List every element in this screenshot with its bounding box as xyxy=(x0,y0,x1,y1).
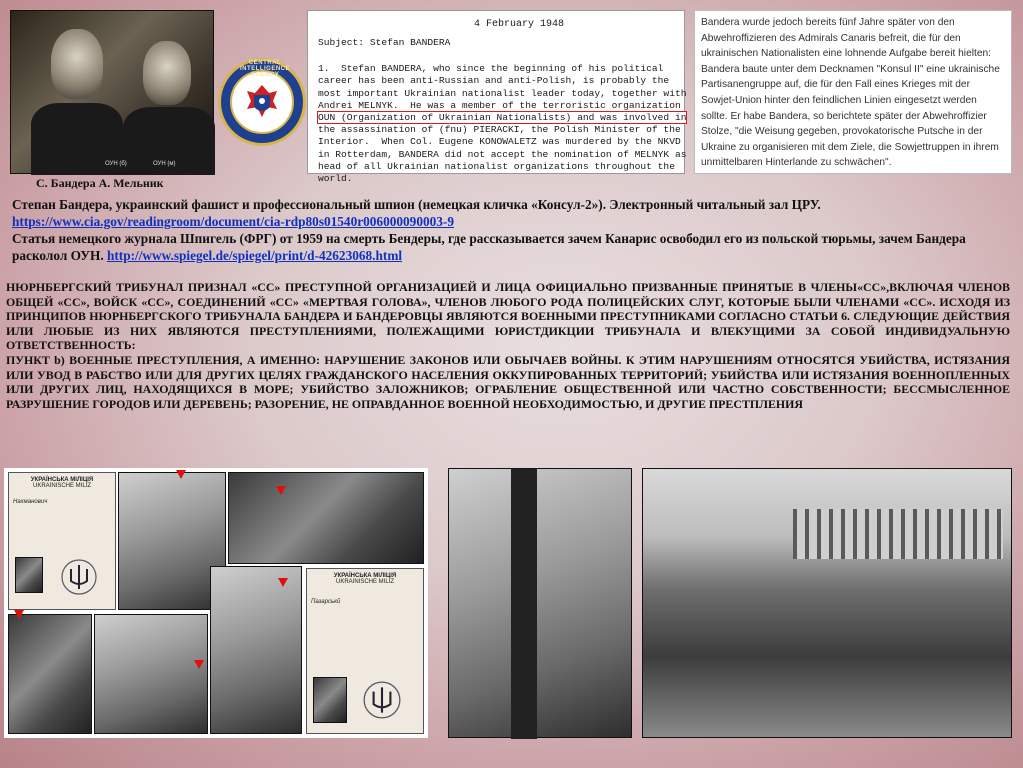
photo-hanged-victims xyxy=(448,468,632,738)
card-header-1: УКРАЇНСЬКА МІЛІЦІЯ xyxy=(30,477,94,483)
card-header-3: УКРАЇНСЬКА МІЛІЦІЯ xyxy=(333,573,397,579)
photo-man-in-cap xyxy=(210,566,302,734)
red-arrow-icon-4 xyxy=(194,660,204,669)
photo-street-chase xyxy=(8,614,92,734)
memo-subject: Subject: Stefan BANDERA xyxy=(318,37,451,48)
portrait-face-left xyxy=(51,29,103,99)
street-photo-crowd xyxy=(228,472,424,564)
militia-id-card-top-left xyxy=(8,472,116,610)
memo-line-8: in Rotterdam, BANDERA did not accept the nomination of MELNYK as xyxy=(318,148,687,160)
spiegel-link[interactable]: http://www.spiegel.de/spiegel/print/d-42623068.html xyxy=(106,248,403,263)
fence xyxy=(793,509,1003,559)
tree-trunk xyxy=(511,469,537,739)
photo-crowd-square xyxy=(94,614,208,734)
memo-line-5: OUN (Organization of Ukrainian Nationalists) and was involved in xyxy=(318,112,687,124)
memo-line-9: head of all Ukrainian nationalist organizations throughout the xyxy=(318,160,675,172)
tribunal-paragraph-1: НЮРНБЕРГСКИЙ ТРИБУНАЛ ПРИЗНАЛ «СС» ПРЕСТУПНОЙ ОРГАНИЗАЦИЕЙ И ЛИЦА ОФИЦИАЛЬНО ПРИЗВАННЫЕ ПРИНЯТЫЕ В ЧЛЕНЫ«СС»,ВКЛЮЧАЯ ЧЛЕНОВ ОБЩЕЙ «СС», ВОЙСК «СС», СОЕДИНЕНИЙ «СС» «МЕРТВАЯ ГОЛОВА», ЧЛЕНОВ ЛЮБОГО РОДА ПОЛИЦЕЙСКИХ СЛУГ, КОТОРЫЕ БЫЛИ ЧЛЕНАМИ «СС». ИСХОДЯ ИЗ ПРИНЦИПОВ НЮРНБЕРГСКОГО ТРИБУНАЛА БАНДЕРА И БАНДЕРОВЦЫ ЯВЛЯЮТСЯ ВОЕННЫМИ ПРЕСТУПНИКАМИ СОГЛАСНО СТАТЬИ 6. СЛЕДУЮЩИЕ ДЕЙСТВИЯ ИЛИ ЛЮБЫЕ ИЗ НИХ ЯВЛЯЮТСЯ ПРЕСТУПЛЕНИЯМИ, ПОЛЕЖАЩИМИ ЮРИСТДИКЦИИ ТРИБУНАЛА И ВЛЕКУЩИМИ ЗА СОБОЙ ИНДИВИДУАЛЬНУЮ ОТВЕТСТВЕННОСТЬ: xyxy=(6,280,1010,353)
portrait-caption: С. Бандера А. Мельник xyxy=(36,176,164,190)
cia-seal-ring-text: CENTRAL INTELLIGENCE AGENCY xyxy=(239,60,290,78)
cia-readingroom-link[interactable]: https://www.cia.gov/readingroom/document/cia-rdp80s01540r006000090003-9 xyxy=(12,214,454,229)
memo-line-7: Interior. When Col. Eugene KONOWALETZ was murdered by the NKVD xyxy=(318,136,681,148)
militia-id-card-right xyxy=(306,568,424,734)
badge-label-right: ОУН (м) xyxy=(153,161,176,167)
intro-paragraph xyxy=(12,196,1012,264)
card-name-1: Нахманович xyxy=(13,499,48,505)
card-photo-1 xyxy=(15,557,43,593)
trident-icon-2 xyxy=(361,679,403,721)
memo-line-4: Andrei MELNYK. He was a member of the terroristic organization xyxy=(318,99,681,111)
red-arrow-icon-3 xyxy=(14,610,24,619)
memo-line-1: 1. Stefan BANDERA, who since the beginning of his political xyxy=(318,63,664,75)
intro-line-1: Степан Бандера, украинский фашист и профессиональный шпион (немецкая кличка «Консул-2»). Электронный читальный зал ЦРУ. xyxy=(12,197,821,212)
photo-collage xyxy=(4,468,428,738)
cia-seal-center xyxy=(230,70,294,134)
memo-line-6: the assassination of (fnu) PIERACKI, the Polish Minister of the xyxy=(318,124,681,136)
memo-line-3: most important Ukrainian nationalist leader today, together with xyxy=(318,87,687,99)
intro-line-2: Статья немецкого журнала Шпигель (ФРГ) от 1959 на смерть Бендеры, где рассказывается зачем Канарис освободил его из польской тюрьмы, зачем Бандера расколол ОУН. xyxy=(12,231,966,263)
card-header-4: UKRAINISCHE MILIZ xyxy=(335,579,394,585)
spiegel-excerpt: Bandera wurde jedoch bereits fünf Jahre später von den Abwehroffizieren des Admirals Canaris befreit, die für den ukrainischen Nationalisten eine lohnende Aufgabe bereit hielten: Bandera baute unter dem Decknamen "Konsul II" eine ukrainische Partisanengruppe auf, die für den Fall eines Krieges mit der Sowjet-Union hinter den feindlichen Linien eingesetzt werden sollte. Er habe Bandera, so berichtete später der Abwehroffizier Stolze, "die Weisung gegeben, provokatorische Putsche in der Ukraine zu organisieren mit dem Ziele, die Sowjettruppen in ihrem unmittelbaren Hinterlande zu schwächen". xyxy=(694,10,1012,174)
memo-date: 4 February 1948 xyxy=(473,19,564,30)
badge-label-left: ОУН (б) xyxy=(105,161,127,167)
cia-seal-icon xyxy=(218,58,306,146)
trident-icon xyxy=(59,557,99,597)
portrait-photo-bandera-melnyk xyxy=(10,10,214,174)
memo-line-2: career has been anti-Russian and anti-Polish, is probably the xyxy=(318,75,670,87)
memo-line-10: world. xyxy=(318,173,353,185)
portrait-face-right xyxy=(143,41,191,105)
eagle-shield-icon xyxy=(239,79,285,125)
card-name-2: Пазарськй xyxy=(311,599,341,605)
red-arrow-icon-2 xyxy=(276,486,286,495)
tribunal-text xyxy=(6,280,1010,411)
red-arrow-icon-1 xyxy=(176,470,186,479)
tribunal-paragraph-2: ПУНКТ b) ВОЕННЫЕ ПРЕСТУПЛЕНИЯ, А ИМЕННО: НАРУШЕНИЕ ЗАКОНОВ ИЛИ ОБЫЧАЕВ ВОЙНЫ. К ЭТИМ НАРУШЕНИЯМ ОТНОСЯТСЯ УБИЙСТВА, ИСТЯЗАНИЯ ИЛИ УВОД В РАБСТВО ИЛИ ДЛЯ ДРУГИХ ЦЕЛЯХ ГРАЖДАНСКОГО НАСЕЛЕНИЯ ОККУПИРОВАННЫХ ТЕРРИТОРИЙ; УБИЙСТВА ИЛИ ИСТЯЗАНИЯ ВОЕННОПЛЕННЫХ ИЛИ ДРУГИХ ЛИЦ, НАХОДЯЩИХСЯ В МОРЕ; УБИЙСТВО ЗАЛОЖНИКОВ; ОГРАБЛЕНИЕ ОБЩЕСТВЕННОЙ ИЛИ ЧАСТНО СОБСТВЕННОСТИ; БЕССМЫСЛЕННОЕ РАЗРУШЕНИЕ ГОРОДОВ ИЛИ ДЕРЕВЕНЬ; РАЗОРЕНИЕ, НЕ ОПРАВДАННОЕ ВОЕННОЙ НЕОБХОДИМОСТЬЮ, И ДРУГИЕ ПРЕСТПЛЕНИЯ xyxy=(6,352,1010,411)
cia-memo-document xyxy=(307,10,687,185)
red-arrow-icon-5 xyxy=(278,578,288,587)
card-photo-2 xyxy=(313,677,347,723)
photo-massacre-victims xyxy=(642,468,1012,738)
card-header-2: UKRAINISCHE MILIZ xyxy=(32,483,91,489)
memo-body xyxy=(318,63,687,185)
